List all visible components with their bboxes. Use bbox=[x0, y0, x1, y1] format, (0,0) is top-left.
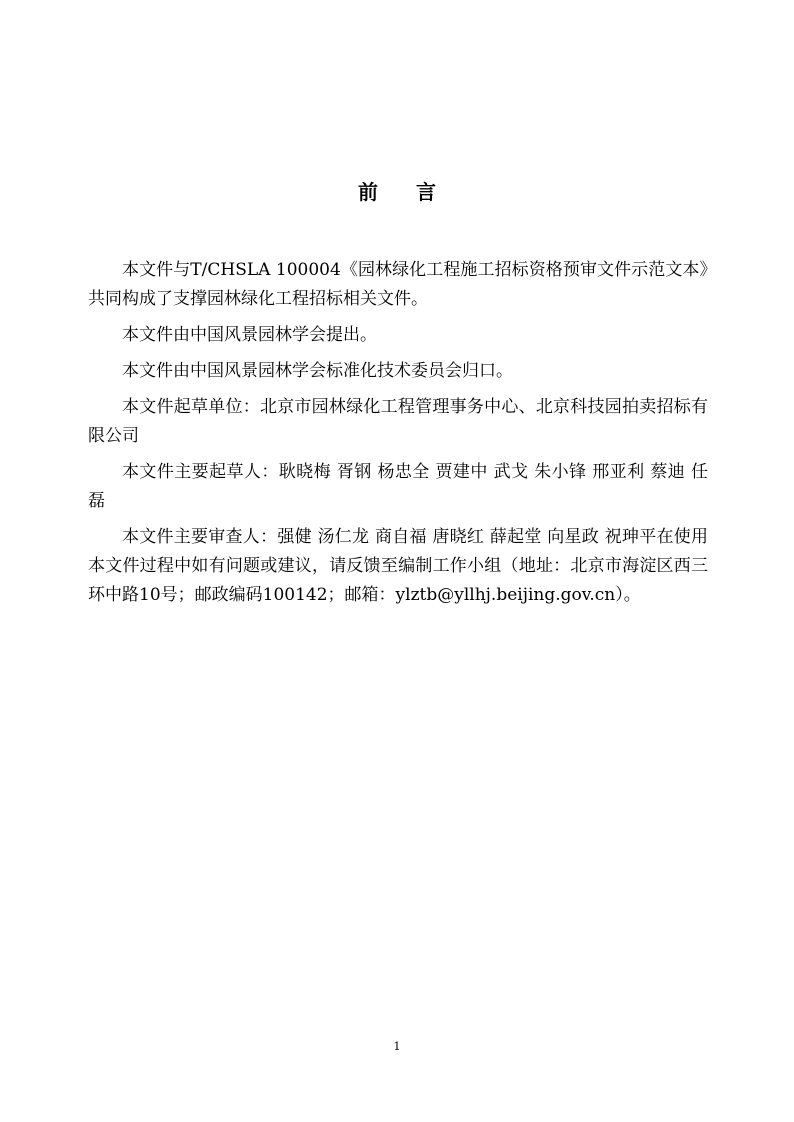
paragraph-administrator: 本文件由中国风景园林学会标准化技术委员会归口。 bbox=[122, 361, 513, 381]
paragraph-reviewers-feedback: 本文件主要审查人：强健 汤仁龙 商自福 唐晓红 薛起堂 向星政 祝珅平在使用本文件过程中如有问题或建议，请反馈至编制工作小组（地址：北京市海淀区西三环中路10号；邮政编码100142；邮箱：ylztb@yllhj.beijing.gov.cn）。 bbox=[88, 527, 708, 605]
paragraph-drafters: 本文件主要起草人：耿晓梅 胥钢 杨忠全 贾建中 武戈 朱小锋 邢亚利 蔡迪 任磊 bbox=[88, 462, 708, 511]
paragraph-related-documents: 本文件与T/CHSLA 100004《园林绿化工程施工招标资格预审文件示范文本》共同构成了支撑园林绿化工程招标相关文件。 bbox=[88, 260, 708, 309]
page-title: 前言 bbox=[358, 180, 474, 204]
page-number: 1 bbox=[393, 1040, 401, 1053]
paragraph-drafting-units: 本文件起草单位：北京市园林绿化工程管理事务中心、北京科技园拍卖招标有限公司 bbox=[88, 397, 708, 446]
paragraph-proposer: 本文件由中国风景园林学会提出。 bbox=[122, 325, 377, 345]
preface-body bbox=[88, 256, 708, 617]
